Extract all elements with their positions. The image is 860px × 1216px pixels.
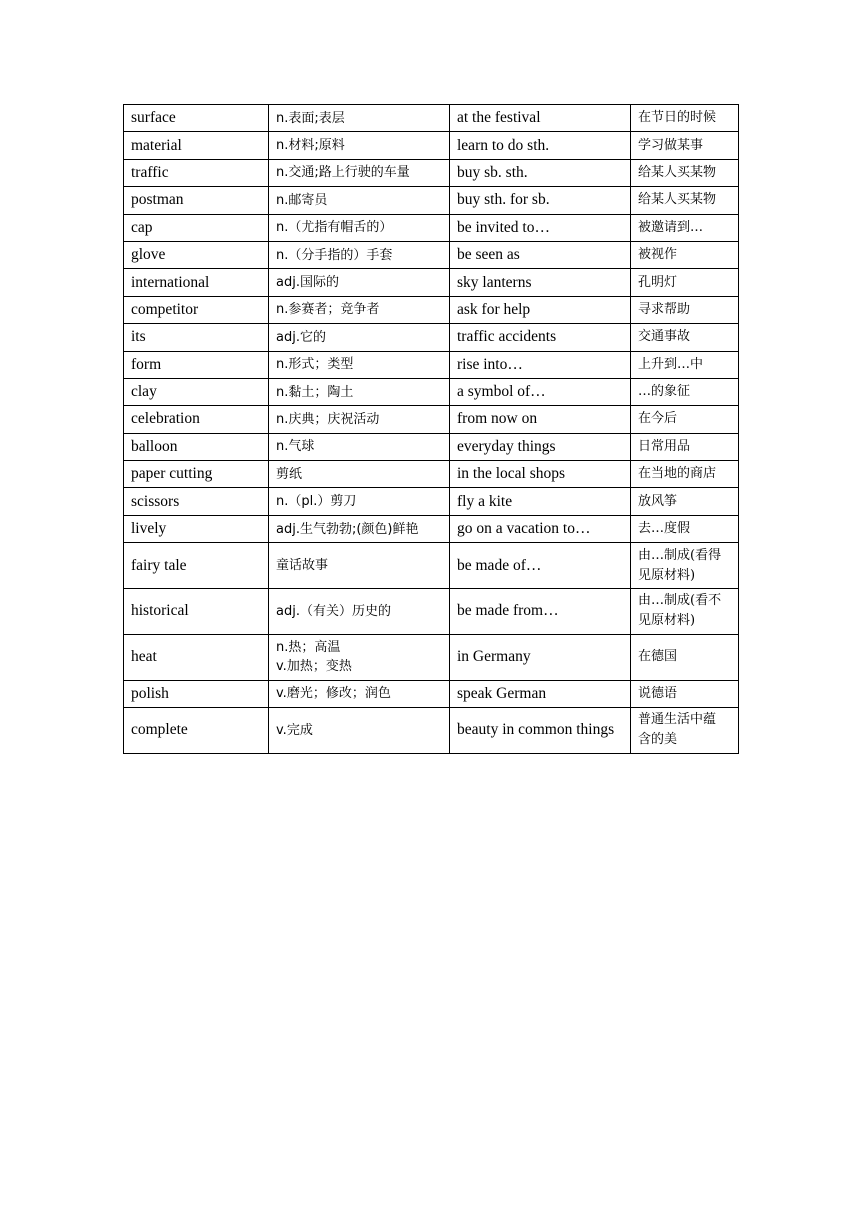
translation-cell: 给某人买某物 [631, 159, 739, 186]
table-row [124, 634, 739, 680]
phrase-cell: in the local shops [450, 461, 631, 488]
meaning-cell: 剪纸 [269, 461, 450, 488]
phrase-cell: at the festival [450, 105, 631, 132]
word-cell: its [124, 324, 269, 351]
vocabulary-table-body [124, 105, 739, 754]
translation-cell: 普通生活中蕴 含的美 [631, 708, 739, 754]
translation-cell: 由…制成(看得 见原材料) [631, 543, 739, 589]
word-cell: clay [124, 378, 269, 405]
table-row [124, 406, 739, 433]
table-row [124, 543, 739, 589]
phrase-cell: be made of… [450, 543, 631, 589]
phrase-cell: a symbol of… [450, 378, 631, 405]
table-row [124, 351, 739, 378]
meaning-cell: adj.国际的 [269, 269, 450, 296]
meaning-cell: n.交通;路上行驶的车量 [269, 159, 450, 186]
translation-cell: 去…度假 [631, 515, 739, 542]
word-cell: complete [124, 708, 269, 754]
word-cell: paper cutting [124, 461, 269, 488]
word-cell: polish [124, 680, 269, 707]
vocabulary-table [123, 104, 739, 754]
meaning-cell: n.（尤指有帽舌的） [269, 214, 450, 241]
table-row [124, 132, 739, 159]
word-cell: cap [124, 214, 269, 241]
word-cell: fairy tale [124, 543, 269, 589]
meaning-cell: adj.（有关）历史的 [269, 589, 450, 635]
table-row [124, 324, 739, 351]
table-row [124, 241, 739, 268]
phrase-cell: go on a vacation to… [450, 515, 631, 542]
meaning-cell: v.完成 [269, 708, 450, 754]
translation-cell: 由…制成(看不 见原材料) [631, 589, 739, 635]
translation-cell: 日常用品 [631, 433, 739, 460]
translation-cell: 寻求帮助 [631, 296, 739, 323]
translation-cell: 在当地的商店 [631, 461, 739, 488]
table-row [124, 488, 739, 515]
translation-cell: 在今后 [631, 406, 739, 433]
word-cell: lively [124, 515, 269, 542]
meaning-cell: n.邮寄员 [269, 187, 450, 214]
translation-cell: 在节日的时候 [631, 105, 739, 132]
meaning-cell: 童话故事 [269, 543, 450, 589]
meaning-cell: n.参赛者；竞争者 [269, 296, 450, 323]
translation-cell: …的象征 [631, 378, 739, 405]
phrase-cell: buy sth. for sb. [450, 187, 631, 214]
word-cell: traffic [124, 159, 269, 186]
translation-cell: 学习做某事 [631, 132, 739, 159]
table-row [124, 461, 739, 488]
table-row [124, 159, 739, 186]
meaning-cell: n.庆典；庆祝活动 [269, 406, 450, 433]
phrase-cell: be made from… [450, 589, 631, 635]
table-row [124, 589, 739, 635]
meaning-cell: v.磨光；修改；润色 [269, 680, 450, 707]
meaning-cell: n.热；高温 v.加热；变热 [269, 634, 450, 680]
word-cell: balloon [124, 433, 269, 460]
word-cell: celebration [124, 406, 269, 433]
word-cell: competitor [124, 296, 269, 323]
phrase-cell: ask for help [450, 296, 631, 323]
meaning-cell: n.气球 [269, 433, 450, 460]
meaning-cell: n.表面;表层 [269, 105, 450, 132]
word-cell: historical [124, 589, 269, 635]
table-row [124, 105, 739, 132]
table-row [124, 269, 739, 296]
translation-cell: 给某人买某物 [631, 187, 739, 214]
phrase-cell: beauty in common things [450, 708, 631, 754]
word-cell: international [124, 269, 269, 296]
phrase-cell: be invited to… [450, 214, 631, 241]
phrase-cell: from now on [450, 406, 631, 433]
meaning-cell: n.（pl.）剪刀 [269, 488, 450, 515]
translation-cell: 说德语 [631, 680, 739, 707]
word-cell: glove [124, 241, 269, 268]
table-row [124, 680, 739, 707]
phrase-cell: fly a kite [450, 488, 631, 515]
table-row [124, 708, 739, 754]
word-cell: postman [124, 187, 269, 214]
translation-cell: 交通事故 [631, 324, 739, 351]
word-cell: material [124, 132, 269, 159]
meaning-cell: n.黏土；陶土 [269, 378, 450, 405]
phrase-cell: learn to do sth. [450, 132, 631, 159]
translation-cell: 放风筝 [631, 488, 739, 515]
phrase-cell: buy sb. sth. [450, 159, 631, 186]
table-row [124, 187, 739, 214]
phrase-cell: sky lanterns [450, 269, 631, 296]
table-row [124, 214, 739, 241]
translation-cell: 在德国 [631, 634, 739, 680]
table-row [124, 378, 739, 405]
meaning-cell: n.形式；类型 [269, 351, 450, 378]
word-cell: surface [124, 105, 269, 132]
word-cell: scissors [124, 488, 269, 515]
translation-cell: 被视作 [631, 241, 739, 268]
word-cell: heat [124, 634, 269, 680]
translation-cell: 上升到…中 [631, 351, 739, 378]
phrase-cell: rise into… [450, 351, 631, 378]
translation-cell: 孔明灯 [631, 269, 739, 296]
meaning-cell: n.（分手指的）手套 [269, 241, 450, 268]
phrase-cell: speak German [450, 680, 631, 707]
table-row [124, 433, 739, 460]
table-row [124, 296, 739, 323]
table-row [124, 515, 739, 542]
meaning-cell: n.材料;原料 [269, 132, 450, 159]
meaning-cell: adj.生气勃勃;(颜色)鲜艳 [269, 515, 450, 542]
translation-cell: 被邀请到… [631, 214, 739, 241]
word-cell: form [124, 351, 269, 378]
phrase-cell: in Germany [450, 634, 631, 680]
phrase-cell: traffic accidents [450, 324, 631, 351]
meaning-cell: adj.它的 [269, 324, 450, 351]
phrase-cell: everyday things [450, 433, 631, 460]
phrase-cell: be seen as [450, 241, 631, 268]
